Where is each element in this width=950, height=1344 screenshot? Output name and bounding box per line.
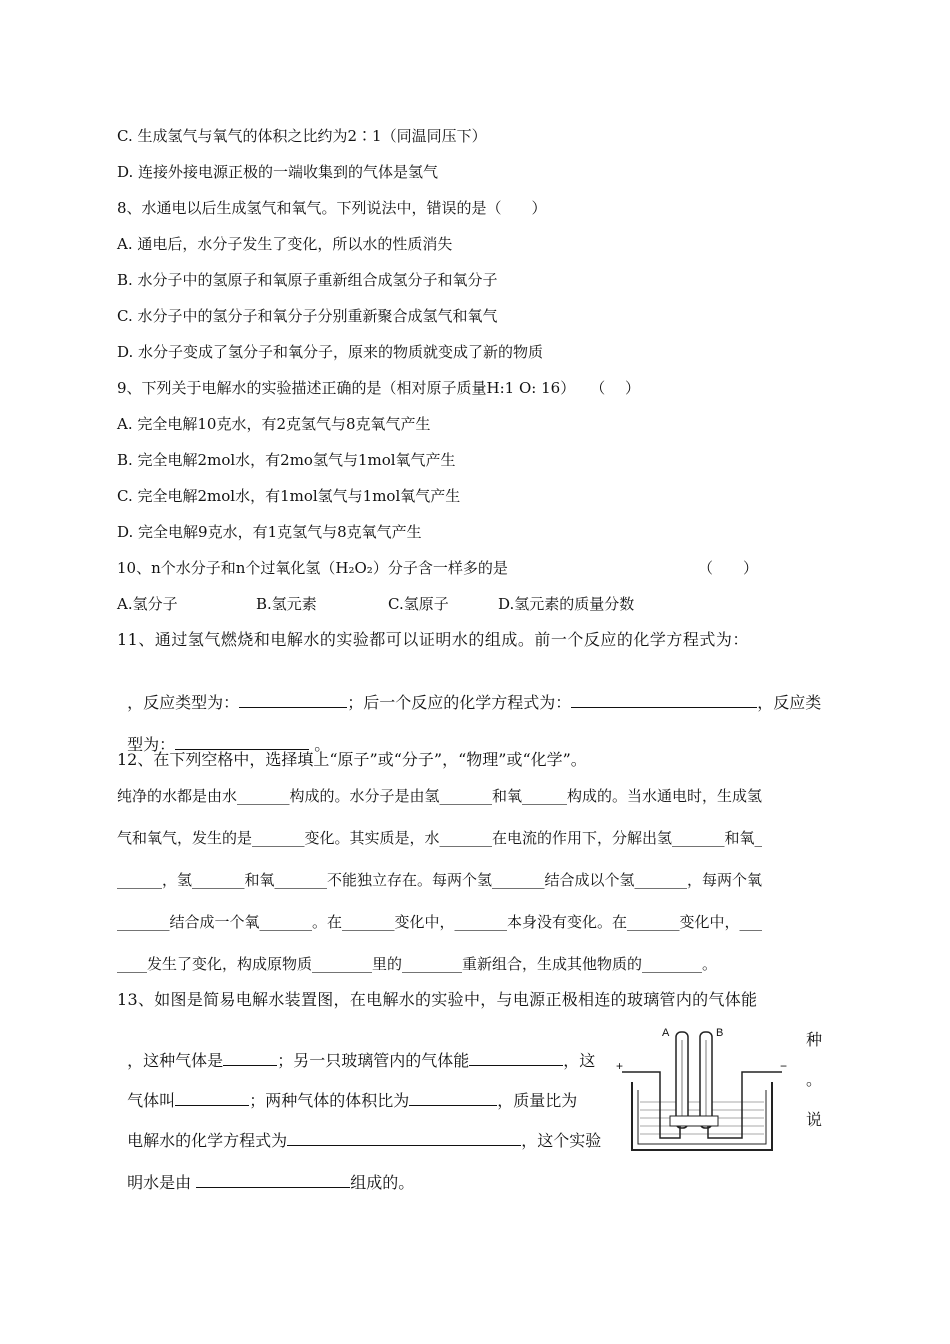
q13-line2-end: 种 (806, 1030, 823, 1049)
q8-option-c: C. 水分子中的氢分子和氧分子分别重新聚合成氢气和氧气 (117, 307, 498, 325)
q12-stem: 12、在下列空格中，选择填上“原子”或“分子”，“物理”或“化学”。 (117, 750, 587, 769)
q13-line4-end: 说 (806, 1110, 823, 1129)
q13-blank-gas2-name[interactable] (175, 1090, 249, 1106)
q12-line3: ______，氢_______和氧_______不能独立存在。每两个氢_______结合成以个氢_______，每两个氧 (117, 871, 763, 889)
q13-text: ，这个实验 (521, 1131, 602, 1150)
plus-terminal: + (616, 1059, 624, 1073)
q9-stem: 9、下列关于电解水的实验描述正确的是（相对原子质量H:1 O: 16） （ ） (117, 379, 640, 397)
q13-text: ；两种气体的体积比为 (249, 1091, 410, 1110)
q13-text: 气体叫 (127, 1091, 176, 1110)
q8-option-a: A. 通电后，水分子发生了变化，所以水的性质消失 (117, 235, 453, 253)
label-a: A (662, 1027, 670, 1039)
q11-blank-type2[interactable] (175, 734, 309, 750)
q13-blank-gas2-property[interactable] (469, 1050, 563, 1066)
q13-text: 电解水的化学方程式为 (127, 1131, 288, 1150)
electrolysis-apparatus-figure (612, 1020, 792, 1160)
q13-text: ，这种气体是 (127, 1051, 224, 1070)
q7-option-c: C. 生成氢气与氧气的体积之比约为2∶1（同温同压下） (117, 127, 487, 145)
q13-line5 (117, 1152, 414, 1193)
q13-text: ，质量比为 (497, 1091, 578, 1110)
q12-line5: ____发生了变化，构成原物质________里的________重新组合，生成其他物质的________。 (117, 955, 718, 973)
q11-blank-type1[interactable] (239, 692, 347, 708)
q13-text: 组成的。 (350, 1173, 415, 1192)
q10-answer-paren: （ ） (698, 559, 759, 577)
q11-text: ；后一个反应的化学方程式为： (347, 693, 572, 712)
q11-text: ，反应类型为： (127, 693, 240, 712)
wire-positive (622, 1072, 680, 1138)
q10-option-b: B.氢元素 (256, 595, 317, 613)
q12-line2: 气和氧气，发生的是_______变化。其实质是，水_______在电流的作用下，分解出氢_______和氧_ (117, 829, 763, 847)
q9-option-a: A. 完全电解10克水，有2克氢气与8克氧气产生 (117, 415, 431, 433)
q13-text: ，这 (563, 1051, 596, 1070)
q9-option-b: B. 完全电解2mol水，有2mo氢气与1mol氧气产生 (117, 451, 456, 469)
q8-stem: 8、水通电以后生成氢气和氧气。下列说法中，错误的是（ ） (117, 199, 547, 217)
q11-line1: 11、通过氢气燃烧和电解水的实验都可以证明水的组成。前一个反应的化学方程式为： (117, 630, 749, 649)
q10-option-d: D.氢元素的质量分数 (498, 595, 635, 613)
wire-negative (708, 1072, 782, 1138)
q13-blank-composition[interactable] (196, 1172, 350, 1188)
q9-option-d: D. 完全电解9克水，有1克氢气与8克氧气产生 (117, 523, 422, 541)
q13-text: 明水是由 (127, 1173, 197, 1192)
q12-line4: _______结合成一个氧_______。在_______变化中，_______本身没有变化。在_______变化中，___ (117, 913, 763, 931)
q10-option-a: A.氢分子 (117, 595, 178, 613)
q7-option-d: D. 连接外接电源正极的一端收集到的气体是氢气 (117, 163, 439, 181)
q13-line4 (117, 1110, 601, 1151)
q10-stem: 10、n个水分子和n个过氧化氢（H₂O₂）分子含一样多的是 (117, 559, 508, 577)
q9-option-c: C. 完全电解2mol水，有1mol氢气与1mol氧气产生 (117, 487, 461, 505)
q13-line2 (117, 1030, 595, 1071)
q11-line3 (117, 714, 330, 755)
q13-text: ；另一只玻璃管内的气体能 (277, 1051, 470, 1070)
q12-line1: 纯净的水都是由水_______构成的。水分子是由氢_______和氧______构成的。当水通电时，生成氢 (117, 787, 763, 805)
q13-line1: 13、如图是简易电解水装置图，在电解水的实验中，与电源正极相连的玻璃管内的气体能 (117, 990, 758, 1009)
minus-terminal: − (780, 1059, 788, 1073)
q13-blank-gas1[interactable] (223, 1050, 277, 1066)
q8-option-b: B. 水分子中的氢原子和氧原子重新组合成氢分子和氧分子 (117, 271, 498, 289)
label-b: B (716, 1027, 724, 1039)
q13-line3-end: 。 (806, 1070, 823, 1089)
q11-blank-equation2[interactable] (571, 692, 757, 708)
q11-text: 。 (309, 735, 331, 754)
q10-option-c: C.氢原子 (388, 595, 449, 613)
q13-line3 (117, 1070, 577, 1111)
q11-line2 (117, 672, 821, 713)
base-block (670, 1116, 718, 1126)
q11-text: ，反应类 (757, 693, 822, 712)
q11-text: 型为： (127, 735, 176, 754)
q8-option-d: D. 水分子变成了氢分子和氧分子，原来的物质就变成了新的物质 (117, 343, 544, 361)
q13-blank-equation[interactable] (287, 1130, 521, 1146)
q13-blank-volume-ratio[interactable] (409, 1090, 497, 1106)
